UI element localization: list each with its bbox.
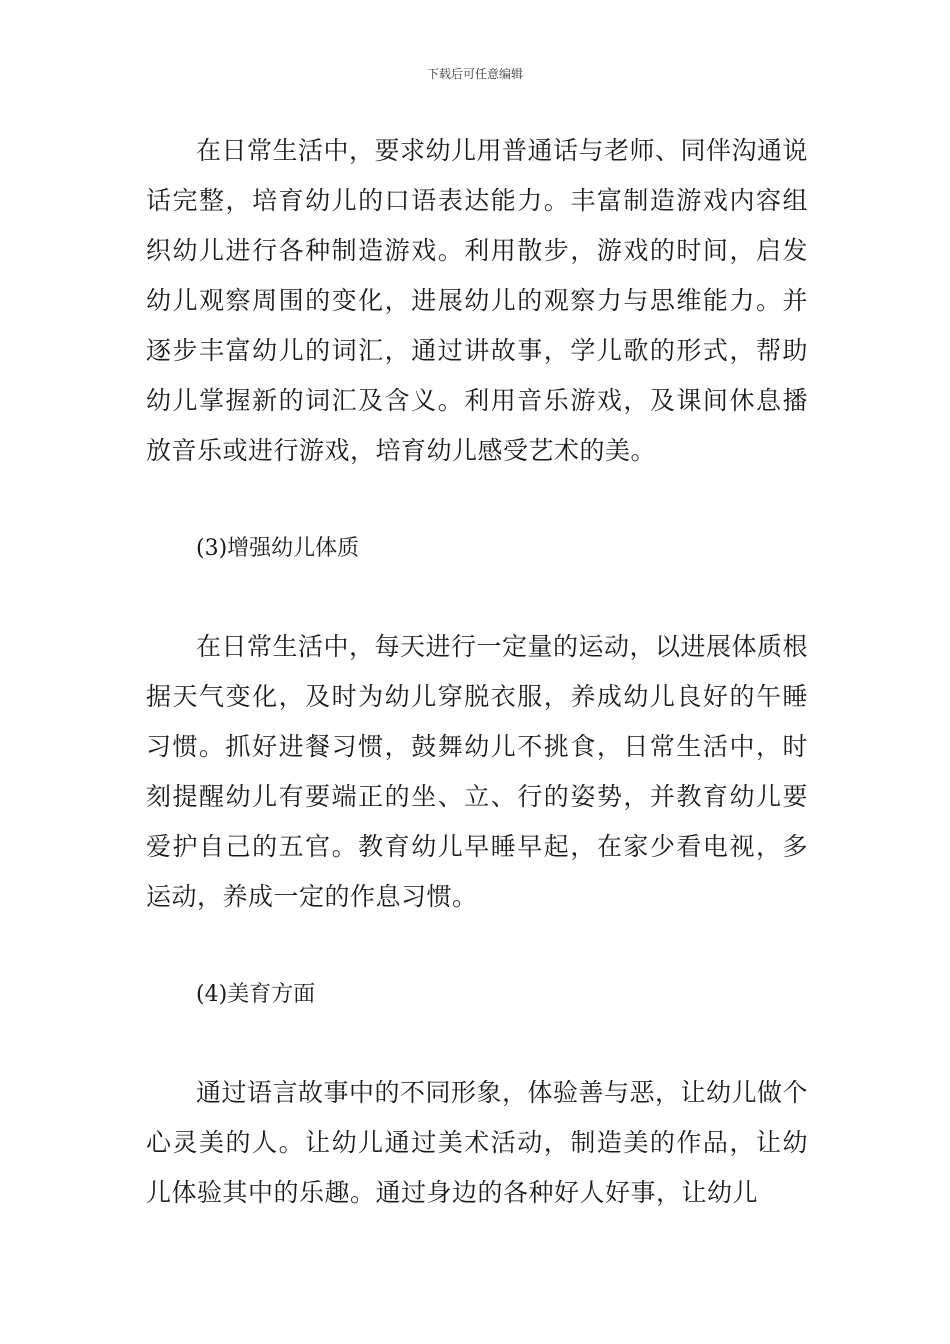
section-heading-aesthetics: (4)美育方面: [196, 982, 316, 1007]
paragraph-language: 在日常生活中，要求幼儿用普通话与老师、同伴沟通说话完整，培育幼儿的口语表达能力。丰富制造游戏内容组织幼儿进行各种制造游戏。利用散步，游戏的时间，启发幼儿观察周围的变化，进展幼儿的观察力与思维能力。并逐步丰富幼儿的词汇，通过讲故事，学儿歌的形式，帮助幼儿掌握新的词汇及含义。利用音乐游戏，及课间休息播放音乐或进行游戏，培育幼儿感受艺术的美。: [146, 136, 809, 465]
spacer: [146, 922, 808, 970]
paragraph-physique: 在日常生活中，每天进行一定量的运动，以进展体质根据天气变化，及时为幼儿穿脱衣服，养成幼儿良好的午睡习惯。抓好进餐习惯，鼓舞幼儿不挑食，日常生活中，时刻提醒幼儿有要端正的坐、立、行的姿势，并教育幼儿要爱护自己的五官。教育幼儿早睡早起，在家少看电视，多运动，养成一定的作息习惯。: [146, 632, 809, 911]
page-header-note: 下载后可任意编辑: [426, 67, 523, 81]
spacer: [146, 574, 808, 622]
paragraph-aesthetics: 通过语言故事中的不同形象，体验善与恶，让幼儿做个心灵美的人。让幼儿通过美术活动，制造美的作品，让幼儿体验其中的乐趣。通过身边的各种好人好事，让幼儿: [146, 1078, 809, 1207]
spacer: [146, 476, 808, 524]
spacer: [146, 1020, 808, 1068]
section-heading-physique: (3)增强幼儿体质: [196, 536, 360, 561]
document-body: [146, 126, 808, 1218]
